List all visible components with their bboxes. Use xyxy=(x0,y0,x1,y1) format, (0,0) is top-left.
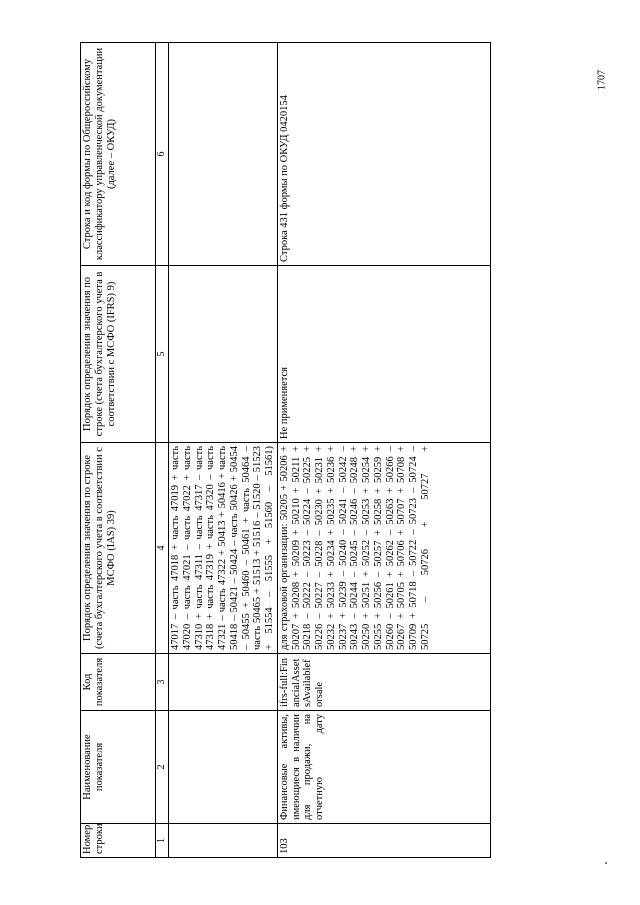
column-number: 6 xyxy=(156,43,169,266)
rotated-table-frame xyxy=(80,43,431,858)
indicator-code: ifrs-full:FinancialAssetsAvailableforsale xyxy=(277,654,490,711)
ias39-formula: для страховой организации: 50205 + 50206 + 50207 + 50208 + 50209 + 50210 + 50211 + 50218 – 50222 – 50223 – 50224 – 50225 + 50226 – 50227 – 50228 – 50230 + 50231 + 50232 + 50233 + 50234 + 50235 + 50236 + 50237 + 50239 – 50240 – 50241 – 50242 – 50243 – 50244 – 50245 – 50246 – 50248 + 50250 + 50251 + 50252 – 50253 + 50254 + 50255 + 50256 – 50257 + 50258 + 50259 + 50260 – 50261 + 50262 – 50263 + 50266 – 50267 + 50705 + 50706 + 50707 + 50708 + 50709 + 50718 – 50722 – 50723 – 50724 – 50725 – 50726 + 50727 + xyxy=(277,443,490,654)
okud-reference xyxy=(169,43,278,266)
column-number-row xyxy=(156,43,169,858)
header-row xyxy=(81,43,156,858)
header-row-number: Номер строки xyxy=(81,824,156,858)
header-indicator-name: Наименование показателя xyxy=(81,711,156,824)
column-number: 2 xyxy=(156,711,169,824)
indicator-table xyxy=(80,42,491,858)
column-number: 3 xyxy=(156,654,169,711)
page-number: 1707 xyxy=(596,70,608,90)
column-number: 5 xyxy=(156,266,169,443)
indicator-name xyxy=(169,711,278,824)
header-ifrs9-method: Порядок определения значения по строке (счета бухгалтерского учета в соответствии с МСФО (IFRS) 9) xyxy=(81,266,156,443)
column-number: 1 xyxy=(156,824,169,858)
table-row-103 xyxy=(277,43,490,858)
ifrs9-formula xyxy=(169,266,278,443)
header-indicator-code: Код показателя xyxy=(81,654,156,711)
header-okud-form: Строка и код формы по Общероссийскому классификатору управленческой документации (далее – ОКУД) xyxy=(81,43,156,266)
indicator-name: Финансовые активы, имеющиеся в наличии для продажи, на отчетную дату xyxy=(277,711,490,824)
row-number xyxy=(169,824,278,858)
indicator-code xyxy=(169,654,278,711)
column-number: 4 xyxy=(156,443,169,654)
row-number: 103 xyxy=(277,824,490,858)
header-ias39-method: Порядок определения значения по строке (счета бухгалтерского учета в соответствии с МСФО (IAS) 39) xyxy=(81,443,156,654)
scan-speck xyxy=(605,862,607,864)
table-row-continued xyxy=(169,43,278,858)
ias39-formula: 47017 – часть 47018 + часть 47019 + часть 47020 – часть 47021 – часть 47022 + часть 47310 + часть 47311 – часть 47317 – часть 47318 + часть 47319 + часть 47320 – часть 47321 – часть 47322 + 50413 + 50416 + часть 50418 – 50421 – 50424 – часть 50426 + 50454 – 50455 + 50460 – 50461 + часть 50464 – часть 50465 + 51513 + 51516 – 51520 – 51523 + 51554 – 51555 + 51560 – 51561) xyxy=(169,443,278,654)
ifrs9-formula: Не применяется xyxy=(277,266,490,443)
okud-reference: Строка 431 формы по ОКУД 0420154 xyxy=(277,43,490,266)
